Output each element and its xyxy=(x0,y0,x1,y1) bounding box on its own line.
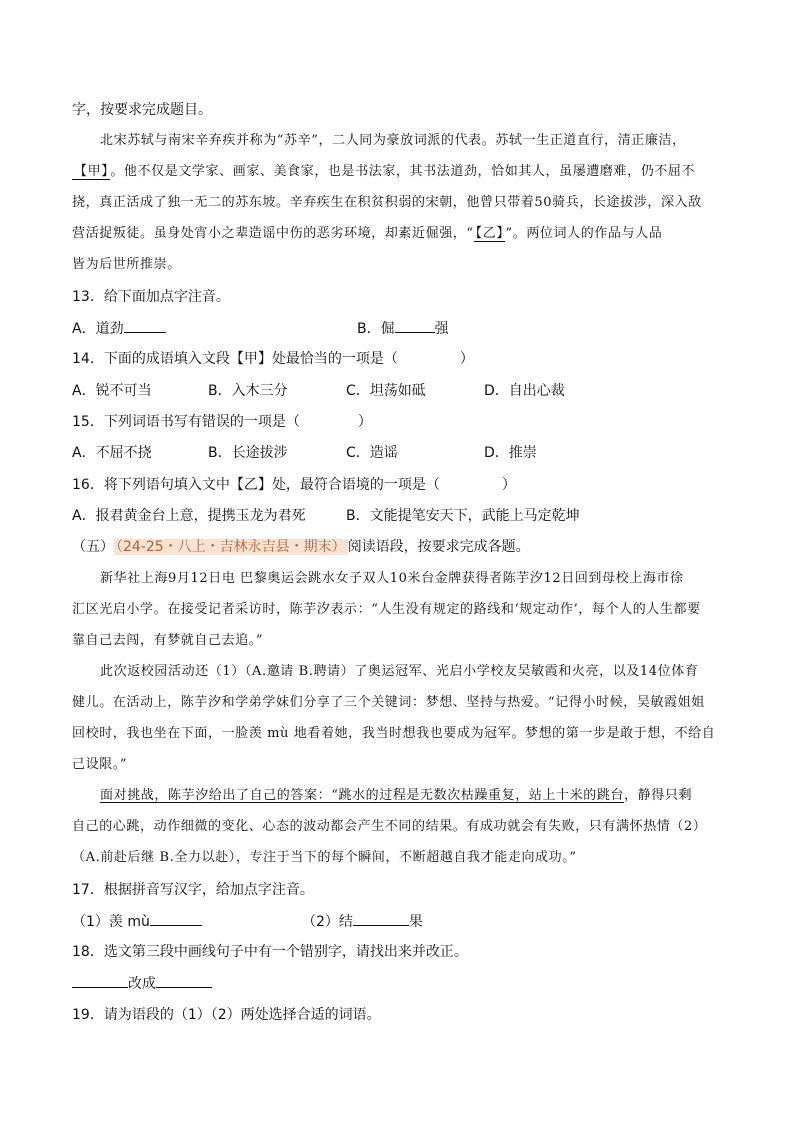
passage3-line1: 此次返校园活动还（1）（A.邀请 B.聘请）了奥运冠军、光启小学校友吴敏霞和火亮，以及14位体育 xyxy=(100,664,699,679)
q13-stem: 13．给下面加点字注音。 xyxy=(72,289,230,305)
passage4-line3: （A.前赴后继 B.全力以赴），专注于当下的每个瞬间，不断超越自我才能走向成功。” xyxy=(72,850,577,865)
q14-option-a[interactable]: A．锐不可当 xyxy=(72,383,152,399)
section5-heading: （五） （24-25・八上・吉林永吉县・期末） 阅读语段，按要求完成各题。 xyxy=(72,539,530,555)
q15-option-c[interactable]: C．造谣 xyxy=(346,445,398,461)
passage2-line1: 新华社上海9月12日电 巴黎奥运会跳水女子双人10米台金牌获得者陈芋汐12日回到母校上海市徐 xyxy=(100,571,684,586)
q14-option-d[interactable]: D．自出心裁 xyxy=(484,383,565,399)
q13-option-b: B．倔 强 xyxy=(357,318,449,339)
q17-item-1: （1）羡 mù xyxy=(72,911,202,932)
q14-stem: 14．下面的成语填入文段【甲】处最恰当的一项是（ ） xyxy=(72,351,474,367)
q19-stem: 19．请为语段的（1）（2）两处选择合适的词语。 xyxy=(72,1007,381,1023)
intro-tail: 字，按要求完成题目。 xyxy=(72,102,212,118)
passage3-line4: 己设限。” xyxy=(72,757,128,772)
blank-jia[interactable]: 【甲】 xyxy=(74,164,109,179)
q18-correct-char-blank[interactable] xyxy=(156,973,212,988)
q18-wrong-char-blank[interactable] xyxy=(72,973,128,988)
q18-stem: 18．选文第三段中画线句子中有一个错别字，请找出来并改正。 xyxy=(72,944,468,960)
q15-option-b[interactable]: B．长途拔涉 xyxy=(208,445,288,461)
q15-option-d[interactable]: D．推崇 xyxy=(484,445,537,461)
q16-stem: 16．将下列语句填入文中【乙】处，最符合语境的一项是（ ） xyxy=(72,477,516,493)
q13-option-a: A．道劲 xyxy=(72,318,166,339)
passage1-line3: 挠，真正活成了独一无二的苏东坡。辛弃疾生在积贫积弱的宋朝，他曾只带着50骑兵，长途拔涉，深入敌 xyxy=(72,195,702,210)
q17-item-2: （2）结 果 xyxy=(302,911,423,932)
q16-option-a[interactable]: A．报君黄金台上意，提携玉龙为君死 xyxy=(72,508,306,524)
passage3-line3: 回校时，我也坐在下面，一脸羡 mù 地看着她，我当时想我也要成为冠军。梦想的第一步是敢于想，不给自 xyxy=(72,726,716,741)
q15-option-a[interactable]: A．不屈不挠 xyxy=(72,445,152,461)
q17-answer-blank-2[interactable] xyxy=(353,911,409,926)
q13-answer-blank-a[interactable] xyxy=(124,318,166,333)
blank-yi[interactable]: 【乙】 xyxy=(475,226,504,241)
source-tag: （24-25・八上・吉林永吉县・期末） xyxy=(116,539,346,555)
q18-answer-line: 改成 xyxy=(72,973,212,994)
q15-stem: 15．下列词语书写有错误的一项是（ ） xyxy=(72,414,372,430)
q17-stem: 17．根据拼音写汉字，给加点字注音。 xyxy=(72,882,314,898)
passage1-line4: 营活捉叛徒。虽身处宵小之辈造谣中伤的恶劣环境，却素近倔强，“ 【乙】 ”。两位词人的作品与人品 xyxy=(72,226,663,241)
passage4-line1: 面对挑战，陈芋汐给出了自己的答案：“跳水的过程是无数次枯躁重复，站上十米的跳台，静得只剩 xyxy=(100,788,693,803)
passage3-line2: 健儿。在活动上，陈芋汐和学弟学妹们分享了三个关键词：梦想、坚持与热爱。“记得小时候，吴敏霞姐姐 xyxy=(72,695,705,710)
q14-option-c[interactable]: C．坦荡如砥 xyxy=(346,383,426,399)
passage1-line5: 皆为后世所推崇。 xyxy=(72,257,181,272)
passage2-line2: 汇区光启小学。在接受记者采访时，陈芋汐表示：“人生没有规定的路线和‘规定动作’，每个人的人生都要 xyxy=(72,602,701,617)
underlined-sentence: 面对挑战，陈芋汐给出了自己的答案：“跳水的过程是无数次枯躁重复，站上十米的跳台 xyxy=(100,788,625,803)
passage1-line1: 北宋苏轼与南宋辛弃疾并称为“苏辛”，二人同为豪放词派的代表。苏轼一生正道直行，清正廉洁， xyxy=(100,133,686,148)
passage2-line3: 靠自己去闯，有梦就自己去追。” xyxy=(72,633,264,648)
q13-answer-blank-b[interactable] xyxy=(395,318,435,333)
q16-option-b[interactable]: B．文能提笔安天下，武能上马定乾坤 xyxy=(346,508,580,524)
q14-option-b[interactable]: B．入木三分 xyxy=(208,383,288,399)
passage4-line2: 自己的心跳，动作细微的变化、心态的波动都会产生不同的结果。有成功就会有失败，只有满怀热情（2） xyxy=(72,819,707,834)
passage1-line2: 【甲】 。他不仅是文学家、画家、美食家，也是书法家，其书法道劲，恰如其人，虽屡遭磨难，仍不屈不 xyxy=(74,164,696,179)
q17-answer-blank-1[interactable] xyxy=(150,911,202,926)
